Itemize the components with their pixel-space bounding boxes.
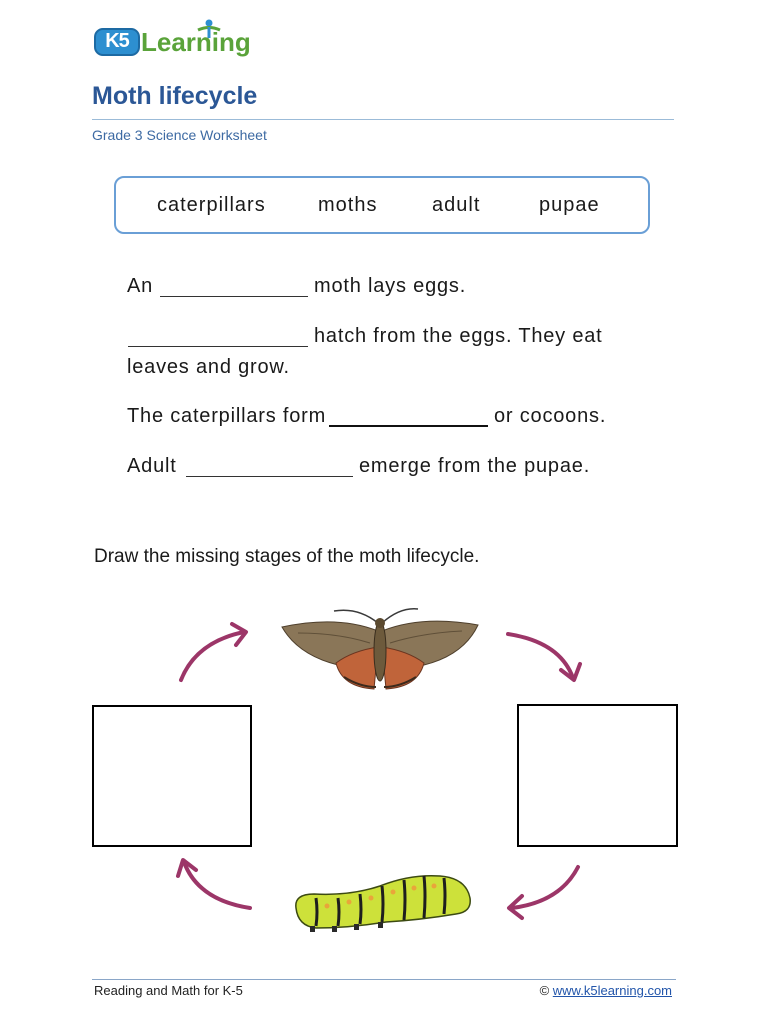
sentence-2-end: hatch from the eggs. They eat — [314, 325, 603, 347]
logo-word: Learning — [141, 27, 251, 57]
footer-tagline: Reading and Math for K-5 — [94, 983, 243, 998]
sentence-4-end: emerge from the pupae. — [359, 455, 591, 477]
sentence-3-start: The caterpillars form — [127, 405, 327, 427]
sentence-3-end: or cocoons. — [494, 405, 607, 427]
sentence-4-start: Adult — [127, 455, 177, 477]
word-bank-item: caterpillars — [157, 194, 266, 216]
footer-copyright — [540, 983, 672, 998]
copyright-symbol: © — [539, 983, 550, 998]
arrow-up-right-icon — [181, 632, 244, 680]
page-subtitle: Grade 3 Science Worksheet — [92, 127, 267, 143]
website-link[interactable]: www.k5learning.com — [552, 983, 672, 998]
drawing-instruction: Draw the missing stages of the moth lifecycle. — [94, 546, 480, 567]
word-bank-item: moths — [318, 194, 378, 216]
sentence-1-start: An — [127, 275, 154, 297]
sentence-1-end: moth lays eggs. — [314, 275, 467, 297]
footer-rule — [92, 979, 676, 980]
logo-badge-text: K5 — [105, 30, 129, 52]
word-bank-item: pupae — [539, 194, 600, 216]
sentence-2-line2: leaves and grow. — [127, 356, 290, 378]
word-bank-item: adult — [432, 194, 481, 216]
page-title: Moth lifecycle — [92, 82, 258, 110]
arrow-down-left-icon — [512, 867, 578, 908]
